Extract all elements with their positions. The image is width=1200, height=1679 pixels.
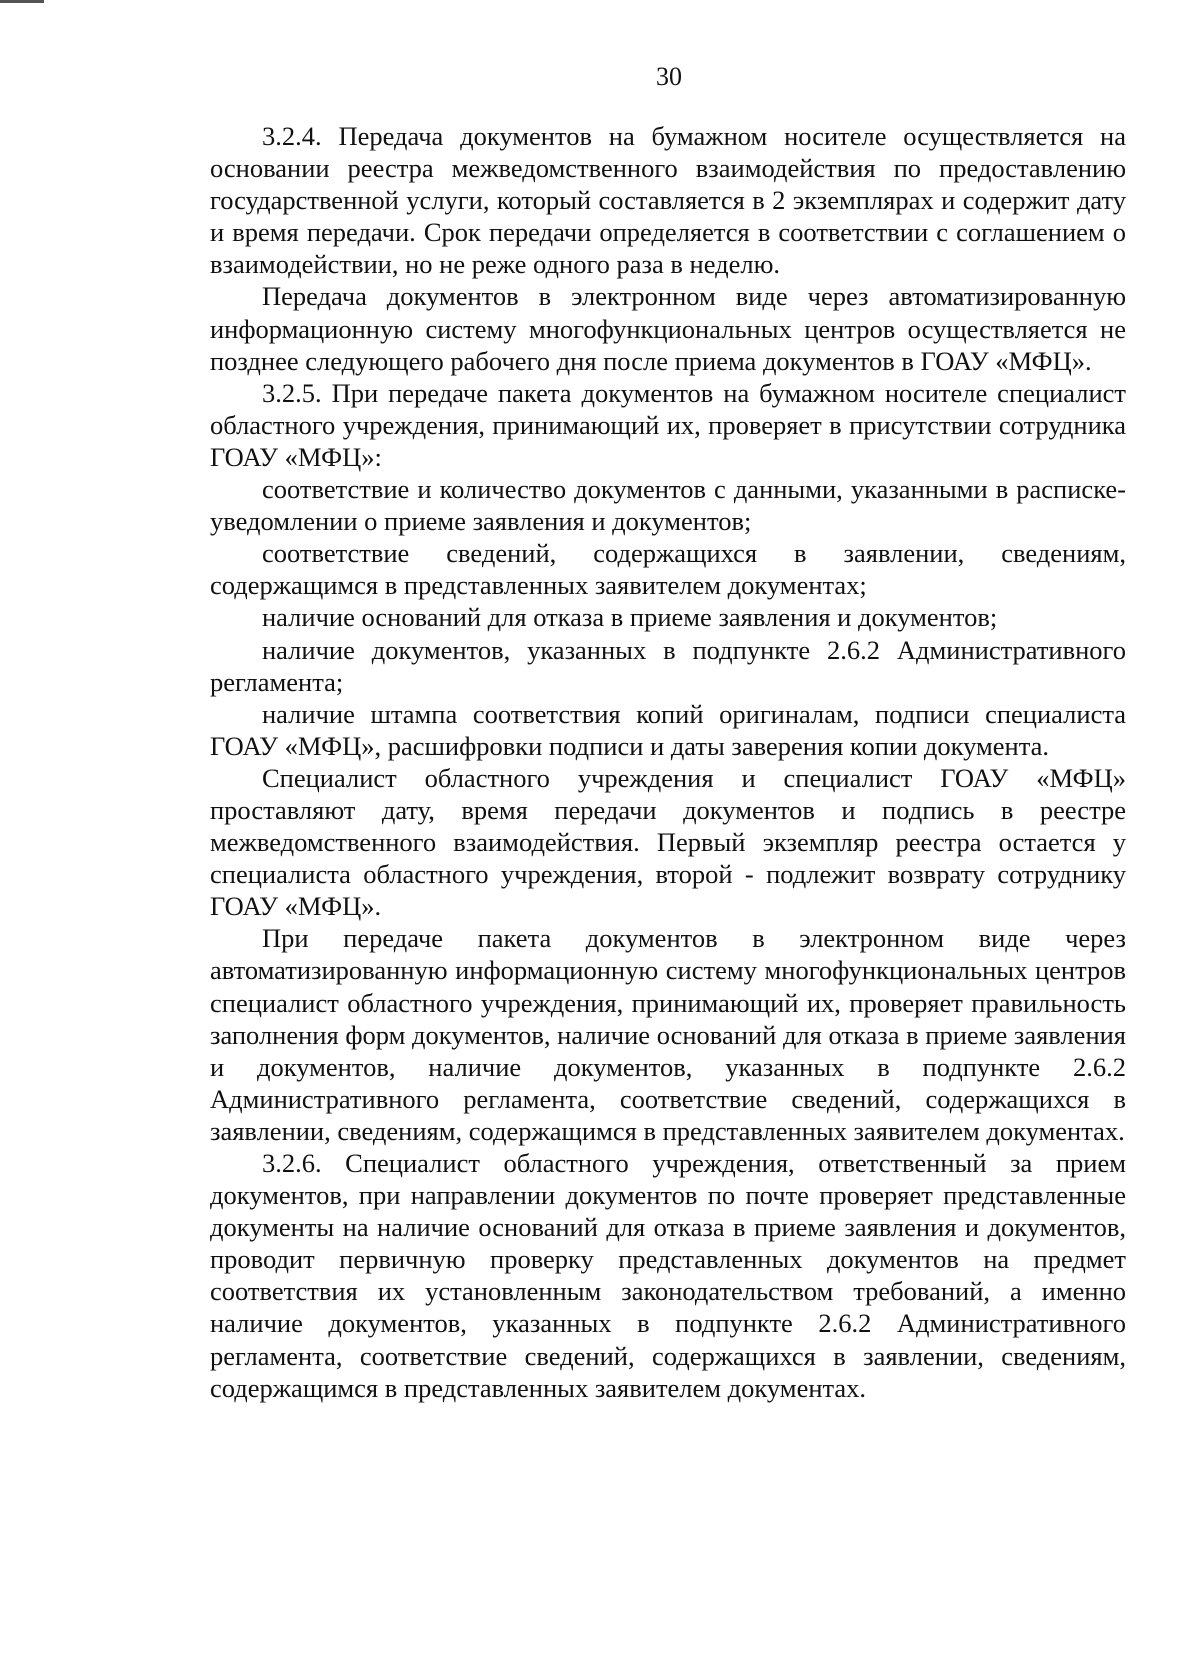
list-item-information-match: соответствие сведений, содержащихся в заявлении, сведениям, содержащимся в представленных заявителем документах; bbox=[210, 538, 1126, 601]
scan-edge-mark bbox=[0, 0, 44, 3]
list-item-documents-count: соответствие и количество документов с данными, указанными в расписке-уведомлении о приеме заявления и документов; bbox=[210, 474, 1126, 537]
paragraph-3-2-5: 3.2.5. При передаче пакета документов на бумажном носителе специалист областного учреждения, принимающий их, проверяет в присутствии сотрудника ГОАУ «МФЦ»: bbox=[210, 377, 1126, 472]
paragraph-electronic-check: При передаче пакета документов в электронном виде через автоматизированную информационную систему многофункциональных центров специалист областного учреждения, принимающий их, проверяет правильность заполнения форм документов, наличие оснований для отказа в приеме заявления и документов, наличие документов, указанных в подпункте 2.6.2 Административного регламента, соответствие сведений, содержащихся в заявлении, сведениям, содержащимся в представленных заявителем документах. bbox=[210, 923, 1126, 1146]
paragraph-3-2-6: 3.2.6. Специалист областного учреждения, ответственный за прием документов, при направлении документов по почте проверяет представленные документы на наличие оснований для отказа в приеме заявления и документов, проводит первичную проверку представленных документов на предмет соответствия их установленным законодательством требований, а именно наличие документов, указанных в подпункте 2.6.2 Административного регламента, соответствие сведений, содержащихся в заявлении, сведениям, содержащимся в представленных заявителем документах. bbox=[210, 1148, 1126, 1403]
paragraph-electronic-transfer: Передача документов в электронном виде через автоматизированную информационную систему многофункциональных центров осуществляется не позднее следующего рабочего дня после приема документов в ГОАУ «МФЦ». bbox=[210, 281, 1126, 376]
paragraph-3-2-4: 3.2.4. Передача документов на бумажном носителе осуществляется на основании реестра межведомственного взаимодействия по предоставлению государственной услуги, который составляется в 2 экземплярах и содержит дату и время передачи. Срок передачи определяется в соответствии с соглашением о взаимодействии, но не реже одного раза в неделю. bbox=[210, 121, 1126, 280]
page-number: 30 bbox=[656, 62, 682, 91]
paragraph-registry-signing: Специалист областного учреждения и специалист ГОАУ «МФЦ» проставляют дату, время передачи документов и подпись в реестре межведомственного взаимодействия. Первый экземпляр реестра остается у специалиста областного учреждения, второй - подлежит возврату сотруднику ГОАУ «МФЦ». bbox=[210, 762, 1126, 922]
list-item-required-documents: наличие документов, указанных в подпункте 2.6.2 Административного регламента; bbox=[210, 634, 1126, 697]
list-item-copy-certification: наличие штампа соответствия копий оригиналам, подписи специалиста ГОАУ «МФЦ», расшифровки подписи и даты заверения копии документа. bbox=[210, 698, 1126, 761]
list-item-refusal-grounds: наличие оснований для отказа в приеме заявления и документов; bbox=[262, 602, 998, 633]
document-body bbox=[210, 120, 1126, 1404]
